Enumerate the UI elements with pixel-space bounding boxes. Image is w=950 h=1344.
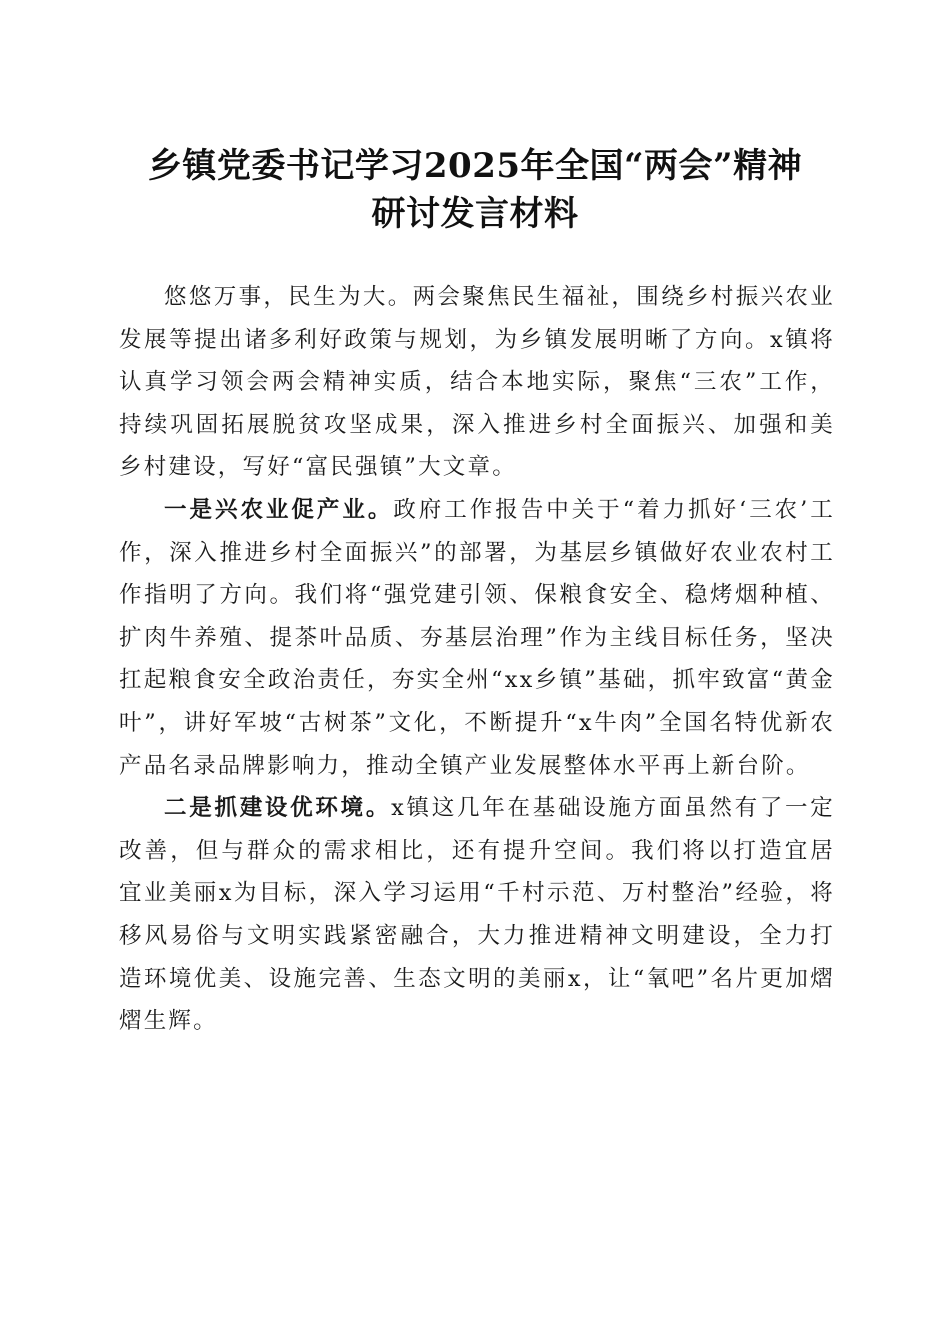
paragraph-agriculture [119, 489, 835, 787]
paragraph-text: x镇这几年在基础设施方面虽然有了一定改善，但与群众的需求相比，还有提升空间。我们将以打造宜居宜业美丽x为目标，深入学习运用“千村示范、万村整治”经验，将移风易俗与文明实践紧密融合，大力推进精神文明建设，全力打造环境优美、设施完善、生态文明的美丽x，让“氧吧”名片更加熠熠生辉。 [119, 795, 835, 1035]
paragraph-lead-heading: 二是抓建设优环境。 [164, 795, 392, 822]
document-title-line-2: 研讨发言材料 [371, 194, 579, 234]
paragraph-intro [119, 276, 835, 489]
paragraph-environment [119, 787, 835, 1043]
document-title-line-1: 乡镇党委书记学习2025年全国“两会”精神 [147, 146, 803, 186]
paragraph-text: 政府工作报告中关于“着力抓好‘三农’工作，深入推进乡村全面振兴”的部署，为基层乡镇做好农业农村工作指明了方向。我们将“强党建引领、保粮食安全、稳烤烟种植、扩肉牛养殖、提茶叶品质、夯基层治理”作为主线目标任务，坚决扛起粮食安全政治责任，夯实全州“xx乡镇”基础，抓牢致富“黄金叶”，讲好军坡“古树茶”文化，不断提升“x牛肉”全国名特优新农产品名录品牌影响力，推动全镇产业发展整体水平再上新台阶。 [119, 496, 835, 779]
paragraph-text: 悠悠万事，民生为大。两会聚焦民生福祉，围绕乡村振兴农业发展等提出诸多利好政策与规划，为乡镇发展明晰了方向。x镇将认真学习领会两会精神实质，结合本地实际，聚焦“三农”工作，持续巩固拓展脱贫攻坚成果，深入推进乡村全面振兴、加强和美乡村建设，写好“富民强镇”大文章。 [119, 284, 835, 481]
paragraph-lead-heading: 一是兴农业促产业。 [164, 496, 394, 523]
document-body [119, 276, 835, 1043]
